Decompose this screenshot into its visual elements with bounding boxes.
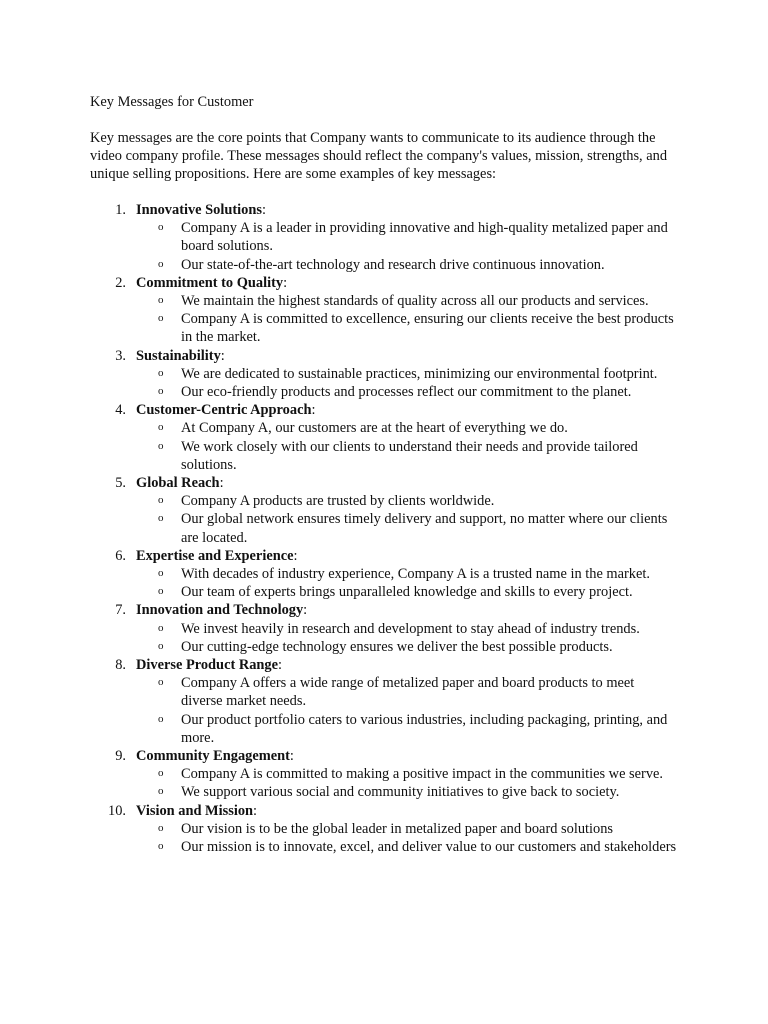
message-item <box>0 201 768 274</box>
message-point <box>0 674 677 710</box>
bullet-marker: o <box>158 384 164 397</box>
message-number: 7. <box>115 602 126 619</box>
message-point <box>0 383 677 401</box>
message-point <box>0 510 677 546</box>
message-title-text: Diverse Product Range <box>136 656 279 673</box>
message-heading <box>0 656 768 674</box>
message-point <box>0 492 677 510</box>
message-item <box>0 347 768 402</box>
message-point-text: Our global network ensures timely delivery and support, no matter where our clients are located. <box>181 511 668 546</box>
message-point <box>0 583 677 601</box>
message-point <box>0 419 677 437</box>
message-title <box>136 601 307 619</box>
message-point <box>0 765 677 783</box>
message-title-suffix: : <box>278 656 283 673</box>
message-points <box>0 765 768 801</box>
message-number: 1. <box>115 202 126 218</box>
message-title-suffix: : <box>293 547 298 564</box>
message-title-suffix: : <box>283 274 288 291</box>
message-item <box>0 274 768 347</box>
message-point <box>0 820 677 838</box>
message-points <box>0 365 768 401</box>
message-title <box>136 201 266 219</box>
message-point <box>0 256 677 274</box>
message-points <box>0 820 768 856</box>
message-point-text: Company A is a leader in providing innovative and high-quality metalized paper and board solutions. <box>181 220 668 255</box>
message-point-text: Our mission is to innovate, excel, and deliver value to our customers and stakeholders <box>181 838 677 855</box>
message-heading <box>0 601 768 619</box>
message-point-text: Company A is committed to excellence, ensuring our clients receive the best products in the market. <box>181 311 674 346</box>
message-point-text: Our eco-friendly products and processes reflect our commitment to the planet. <box>181 383 632 400</box>
message-point-text: Company A is committed to making a positive impact in the communities we serve. <box>181 766 664 783</box>
bullet-marker: o <box>158 566 164 579</box>
bullet-marker: o <box>158 639 164 652</box>
message-point <box>0 565 677 583</box>
intro-paragraph: Key messages are the core points that Company wants to communicate to its audience through the video company profile. These messages should reflect the company's values, mission, strengths, and unique selling propositions. Here are some examples of key messages: <box>90 130 668 183</box>
message-point <box>0 620 677 638</box>
message-title <box>136 274 287 292</box>
message-heading <box>0 347 768 365</box>
message-title-text: Community Engagement <box>136 747 290 764</box>
message-points <box>0 620 768 656</box>
message-title-text: Global Reach <box>136 474 220 491</box>
message-number: 8. <box>115 656 126 673</box>
message-heading <box>0 747 768 765</box>
message-title <box>136 802 257 820</box>
message-title <box>136 474 224 492</box>
bullet-marker: o <box>158 439 164 452</box>
message-point-text: Company A offers a wide range of metalized paper and board products to meet diverse market needs. <box>181 675 635 710</box>
message-number: 2. <box>115 274 126 291</box>
message-point-text: Our product portfolio caters to various industries, including packaging, printing, and more. <box>181 711 668 746</box>
message-point <box>0 365 677 383</box>
message-points <box>0 419 768 474</box>
message-title-text: Commitment to Quality <box>136 274 284 291</box>
message-title <box>136 547 297 565</box>
message-number: 5. <box>115 474 126 491</box>
message-number: 4. <box>115 402 126 419</box>
bullet-marker: o <box>158 621 164 634</box>
message-title <box>136 747 294 765</box>
message-heading <box>0 474 768 492</box>
message-points <box>0 674 768 747</box>
message-item <box>0 601 768 656</box>
bullet-marker: o <box>158 221 164 234</box>
message-heading <box>0 802 768 820</box>
bullet-marker: o <box>158 676 164 689</box>
message-title-text: Innovative Solutions <box>136 202 262 218</box>
message-points <box>0 565 768 601</box>
message-point-text: We are dedicated to sustainable practices, minimizing our environmental footprint. <box>181 365 658 382</box>
message-heading <box>0 547 768 565</box>
bullet-marker: o <box>158 293 164 306</box>
bullet-marker: o <box>158 712 164 725</box>
bullet-marker: o <box>158 785 164 798</box>
message-heading <box>0 201 768 219</box>
message-item <box>0 474 768 547</box>
key-messages-list <box>0 201 768 856</box>
message-point-text: Our vision is to be the global leader in metalized paper and board solutions <box>181 820 614 837</box>
message-number: 9. <box>115 747 126 764</box>
message-title-text: Innovation and Technology <box>136 602 304 619</box>
message-point-text: We support various social and community initiatives to give back to society. <box>181 784 620 801</box>
message-title-suffix: : <box>261 202 266 218</box>
bullet-marker: o <box>158 767 164 780</box>
bullet-marker: o <box>158 366 164 379</box>
message-title-suffix: : <box>311 402 316 419</box>
message-point <box>0 711 677 747</box>
message-point <box>0 783 677 801</box>
message-point <box>0 838 677 856</box>
message-point-text: We maintain the highest standards of quality across all our products and services. <box>181 292 649 309</box>
bullet-marker: o <box>158 512 164 525</box>
message-points <box>0 292 768 347</box>
message-number: 6. <box>115 547 126 564</box>
message-point-text: With decades of industry experience, Company A is a trusted name in the market. <box>181 565 650 582</box>
message-title-text: Sustainability <box>136 347 221 364</box>
message-points <box>0 492 768 547</box>
message-title-text: Vision and Mission <box>136 802 254 819</box>
message-point-text: We invest heavily in research and development to stay ahead of industry trends. <box>181 620 640 637</box>
bullet-marker: o <box>158 839 164 852</box>
message-point-text: Our state-of-the-art technology and research drive continuous innovation. <box>181 256 605 273</box>
message-title-text: Customer-Centric Approach <box>136 402 312 419</box>
message-title-suffix: : <box>289 747 294 764</box>
message-point <box>0 310 677 346</box>
message-point-text: Our cutting-edge technology ensures we deliver the best possible products. <box>181 638 613 655</box>
message-number: 3. <box>115 347 126 364</box>
message-point <box>0 219 677 255</box>
message-point-text: We work closely with our clients to understand their needs and provide tailored solutions. <box>181 438 638 473</box>
message-points <box>0 219 768 274</box>
message-heading <box>0 401 768 419</box>
message-title <box>136 401 315 419</box>
message-number: 10. <box>108 802 126 819</box>
message-point-text: Company A products are trusted by clients worldwide. <box>181 493 495 510</box>
bullet-marker: o <box>158 821 164 834</box>
message-point <box>0 638 677 656</box>
message-item <box>0 802 768 857</box>
message-point <box>0 292 677 310</box>
message-title-text: Expertise and Experience <box>136 547 294 564</box>
message-title <box>136 656 282 674</box>
bullet-marker: o <box>158 585 164 598</box>
bullet-marker: o <box>158 494 164 507</box>
bullet-marker: o <box>158 312 164 325</box>
message-title-suffix: : <box>253 802 258 819</box>
message-item <box>0 547 768 602</box>
bullet-marker: o <box>158 257 164 270</box>
message-item <box>0 401 768 474</box>
message-point-text: At Company A, our customers are at the heart of everything we do. <box>181 420 568 437</box>
message-heading <box>0 274 768 292</box>
message-title-suffix: : <box>303 602 308 619</box>
message-title <box>136 347 225 365</box>
message-title-suffix: : <box>220 347 225 364</box>
document-title: Key Messages for Customer <box>90 94 254 110</box>
message-point <box>0 438 677 474</box>
message-point-text: Our team of experts brings unparalleled knowledge and skills to every project. <box>181 584 633 601</box>
message-title-suffix: : <box>219 474 224 491</box>
message-item <box>0 747 768 802</box>
bullet-marker: o <box>158 421 164 434</box>
message-item <box>0 656 768 747</box>
